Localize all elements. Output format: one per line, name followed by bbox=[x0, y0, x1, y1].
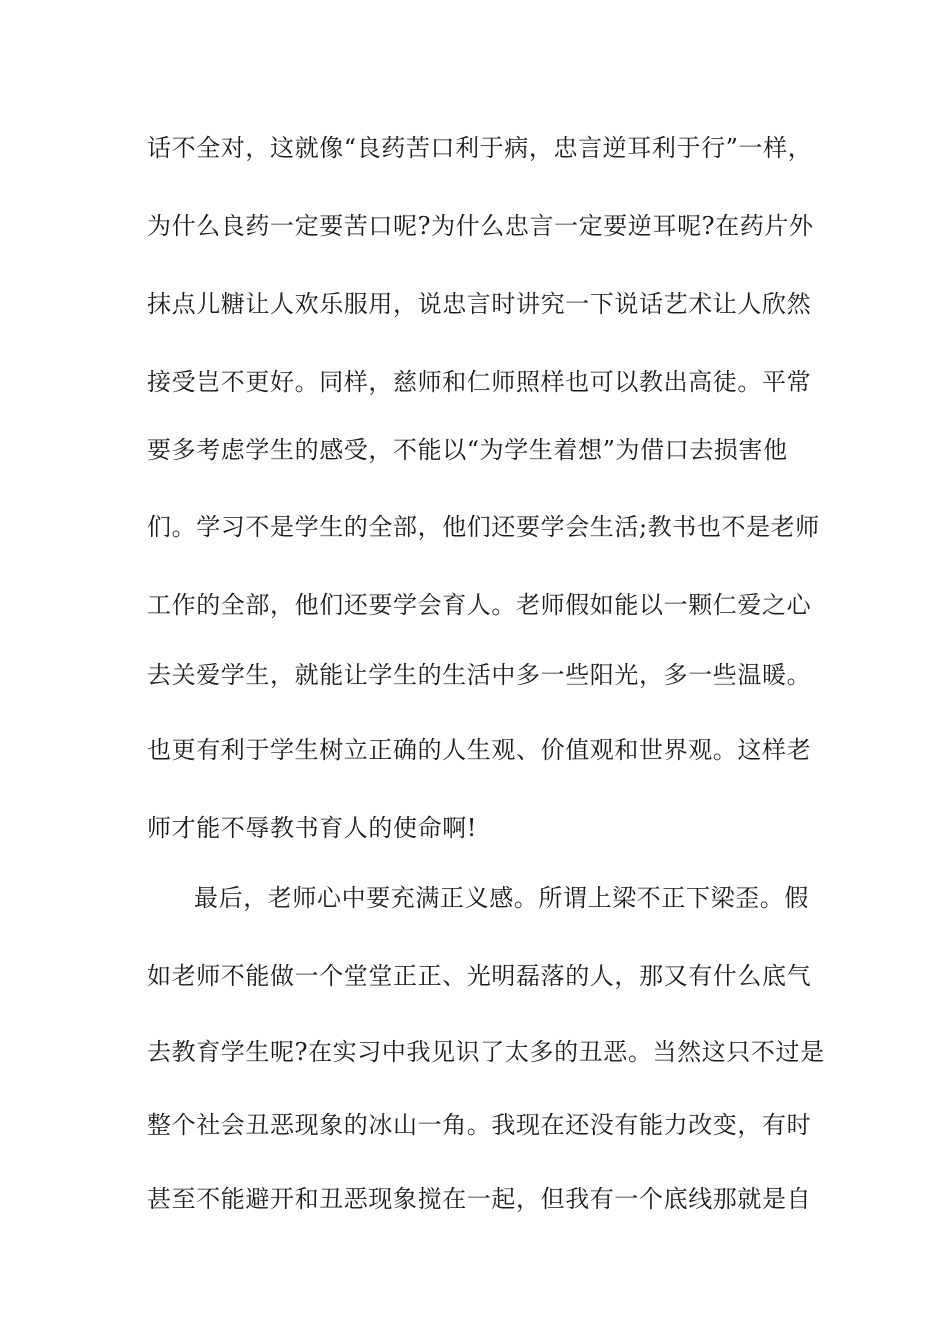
text-line-5: 要多考虑学生的感受，不能以“为学生着想”为借口去损害他 bbox=[147, 436, 788, 464]
text-line-10: 师才能不辱教书育人的使命啊! bbox=[147, 814, 478, 842]
text-line-15: 甚至不能避开和丑恶现象搅在一起，但我有一个底线那就是自 bbox=[147, 1185, 812, 1213]
text-line-6: 们。学习不是学生的全部，他们还要学会生活;教书也不是老师 bbox=[147, 513, 820, 541]
text-line-1: 话不全对，这就像“良药苦口利于病，忠言逆耳利于行”一样， bbox=[147, 134, 813, 162]
text-line-11: 最后，老师心中要充满正义感。所谓上梁不正下梁歪。假 bbox=[194, 884, 809, 912]
text-line-12: 如老师不能做一个堂堂正正、光明磊落的人，那又有什么底气 bbox=[147, 962, 812, 990]
text-line-4: 接受岂不更好。同样，慈师和仁师照样也可以教出高徒。平常 bbox=[147, 368, 812, 396]
text-line-3: 抹点儿糖让人欢乐服用，说忠言时讲究一下说话艺术让人欣然 bbox=[147, 290, 812, 318]
text-line-8: 去关爱学生，就能让学生的生活中多一些阳光，多一些温暖。 bbox=[147, 661, 812, 689]
text-line-14: 整个社会丑恶现象的冰山一角。我现在还没有能力改变，有时 bbox=[147, 1111, 812, 1139]
text-line-2: 为什么良药一定要苦口呢?为什么忠言一定要逆耳呢?在药片外 bbox=[147, 212, 814, 240]
text-line-7: 工作的全部，他们还要学会育人。老师假如能以一颗仁爱之心 bbox=[147, 591, 812, 619]
text-line-13: 去教育学生呢?在实习中我见识了太多的丑恶。当然这只不过是 bbox=[147, 1038, 825, 1066]
text-line-9: 也更有利于学生树立正确的人生观、价值观和世界观。这样老 bbox=[147, 736, 812, 764]
